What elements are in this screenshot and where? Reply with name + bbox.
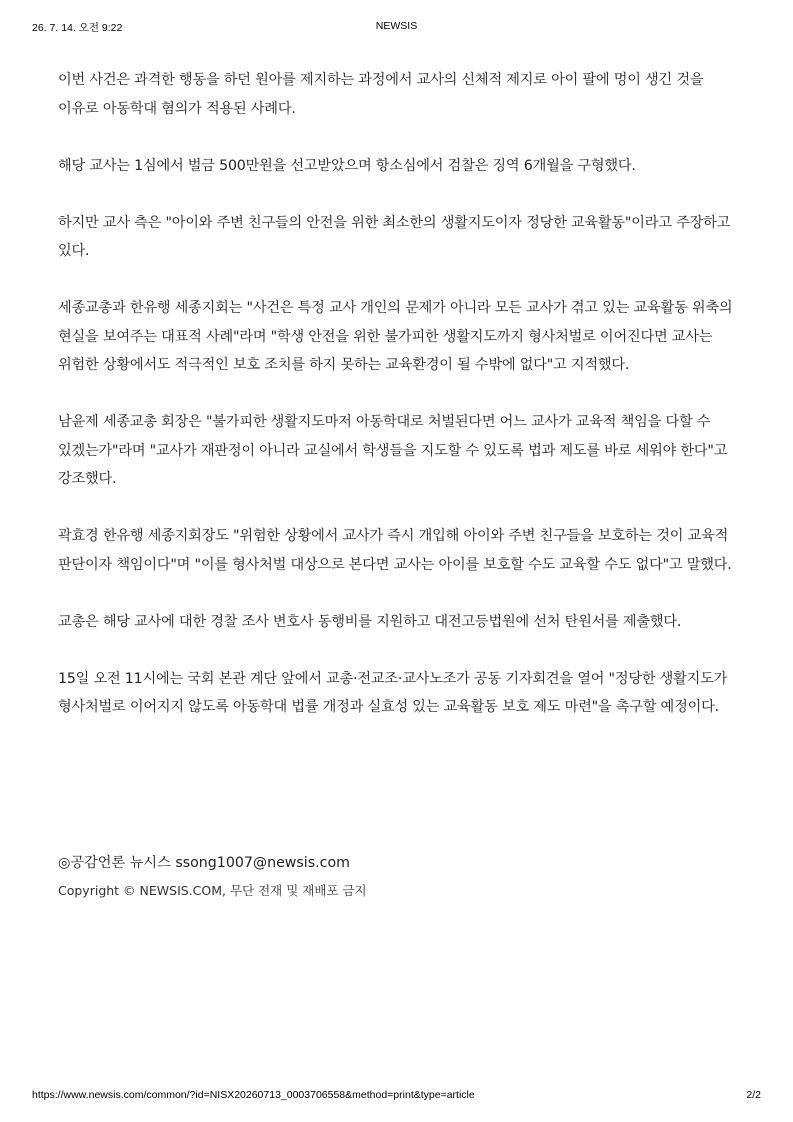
article-paragraph: 곽효경 한유행 세종지회장도 "위험한 상황에서 교사가 즉시 개입해 아이와 주변 친구들을 보호하는 것이 교육적 판단이자 책임이다"며 "이를 형사처벌 대상으로 본다면 교사는 아이를 보호할 수도 교육할 수도 없다"고 말했다.	[58, 528, 732, 573]
article-byline: ◎공감언론 뉴시스 ssong1007@newsis.com	[58, 855, 350, 871]
copyright-notice: Copyright © NEWSIS.COM, 무단 전재 및 재배포 금지	[58, 883, 367, 898]
page-number: 2/2	[746, 1089, 761, 1101]
article-paragraph: 15일 오전 11시에는 국회 본관 계단 앞에서 교총·전교조·교사노조가 공동 기자회견을 열어 "정당한 생활지도가 형사처벌로 이어지지 않도록 아동학대 법률 개정과 실효성 있는 교육활동 보호 제도 마련"을 촉구할 예정이다.	[58, 670, 728, 715]
article-paragraph: 교총은 해당 교사에 대한 경찰 조사 변호사 동행비를 지원하고 대전고등법원에 선처 탄원서를 제출했다.	[58, 613, 682, 630]
article-paragraph: 이번 사건은 과격한 행동을 하던 원아를 제지하는 과정에서 교사의 신체적 제지로 아이 팔에 멍이 생긴 것을 이유로 아동학대 혐의가 적용된 사례다.	[58, 72, 704, 117]
article-body	[58, 66, 740, 750]
article-paragraph: 해당 교사는 1심에서 벌금 500만원을 선고받았으며 항소심에서 검찰은 징역 6개월을 구형했다.	[58, 157, 636, 174]
article-url-link[interactable]: https://www.newsis.com/common/?id=NISX20260713_0003706558&method=print&type=article	[32, 1089, 475, 1101]
article-paragraph: 세종교총과 한유행 세종지회는 "사건은 특정 교사 개인의 문제가 아니라 모든 교사가 겪고 있는 교육활동 위축의 현실을 보여주는 대표적 사례"라며 "학생 안전을 위한 불가피한 생활지도까지 형사처벌로 이어진다면 교사는 위험한 상황에서도 적극적인 보호 조치를 하지 못하는 교육환경이 될 수밖에 없다"고 지적했다.	[58, 300, 733, 373]
print-header	[32, 20, 761, 34]
print-footer	[32, 1089, 761, 1103]
print-date: 26. 7. 14. 오전 9:22	[32, 22, 123, 34]
article-paragraph: 남윤제 세종교총 회장은 "불가피한 생활지도마저 아동학대로 처벌된다면 어느 교사가 교육적 책임을 다할 수 있겠는가"라며 "교사가 재판정이 아니라 교실에서 학생들을 지도할 수 있도록 법과 제도를 바로 세워야 한다"고 강조했다.	[58, 414, 728, 487]
print-site-title: NEWSIS	[375, 20, 418, 32]
article-paragraph: 하지만 교사 측은 "아이와 주변 친구들의 안전을 위한 최소한의 생활지도이자 정당한 교육활동"이라고 주장하고 있다.	[58, 214, 731, 259]
